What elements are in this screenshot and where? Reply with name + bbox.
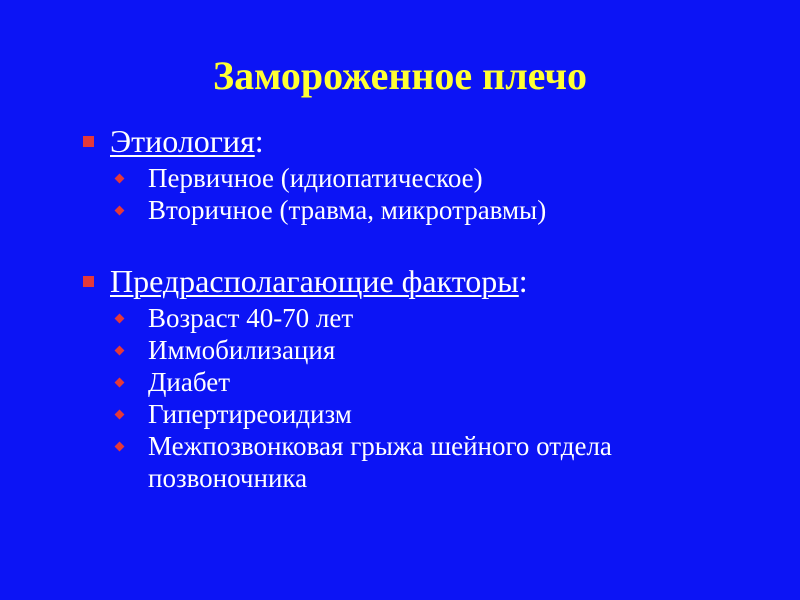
list-item: [80, 302, 768, 334]
list-item-text: Вторичное (травма, микротравмы): [148, 195, 547, 225]
list-item-text: Первичное (идиопатическое): [148, 163, 483, 193]
section-heading-suffix: :: [518, 263, 528, 299]
list-item: [80, 366, 768, 398]
bullet-list: [80, 162, 768, 226]
diamond-bullet-icon: [115, 314, 125, 324]
list-item: [80, 194, 768, 226]
diamond-bullet-icon: [115, 206, 125, 216]
section-etiology: [80, 122, 768, 226]
list-item-text: Межпозвонковая грыжа шейного отдела позвоночника: [148, 431, 612, 493]
list-item: [80, 398, 768, 430]
slide-title: Замороженное плечо: [213, 53, 587, 98]
diamond-bullet-icon: [115, 410, 125, 420]
section-heading: [80, 122, 768, 160]
list-item: [80, 334, 768, 366]
square-bullet-icon: [83, 276, 94, 287]
list-item-text: Диабет: [148, 367, 231, 397]
section-heading-suffix: :: [254, 123, 264, 159]
diamond-bullet-icon: [115, 346, 125, 356]
diamond-bullet-icon: [115, 378, 125, 388]
list-item-text: Гипертиреоидизм: [148, 399, 352, 429]
square-bullet-icon: [83, 136, 94, 147]
diamond-bullet-icon: [115, 174, 125, 184]
section-heading: [80, 262, 768, 300]
list-item: [80, 430, 768, 494]
section-heading-text: Этиология: [110, 123, 255, 159]
diamond-bullet-icon: [115, 442, 125, 452]
list-item: [80, 162, 768, 194]
bullet-list: [80, 302, 768, 494]
list-item-text: Возраст 40-70 лет: [148, 303, 354, 333]
list-item-text: Иммобилизация: [148, 335, 336, 365]
section-risk-factors: [80, 262, 768, 494]
section-heading-text: Предрасполагающие факторы: [110, 263, 519, 299]
